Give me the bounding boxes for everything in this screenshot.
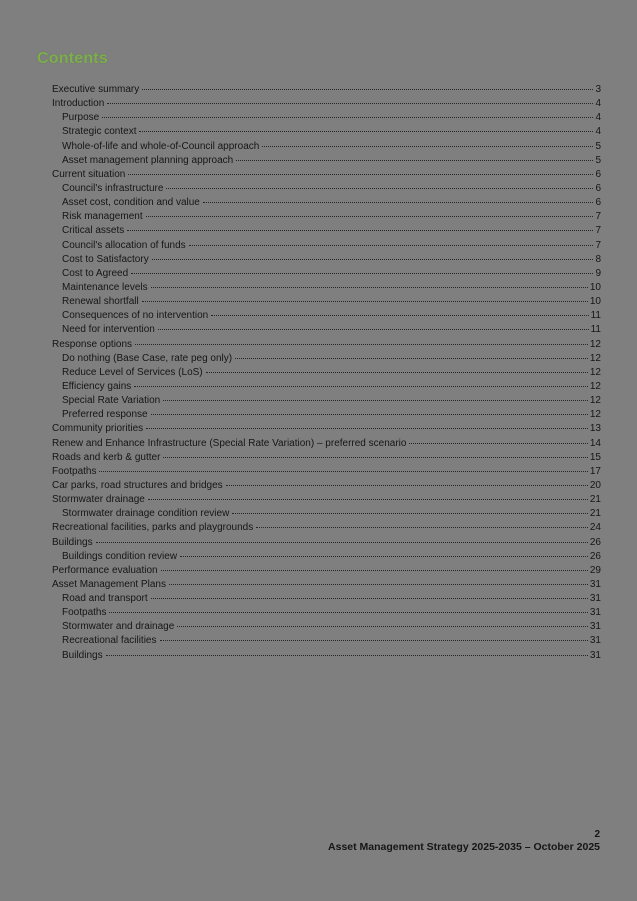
contents-heading: Contents [37,50,108,67]
toc-entry-label: Roads and kerb & gutter [52,451,161,463]
toc-entry-label: Response options [52,338,133,350]
toc-entry-page-number: 14 [589,437,601,449]
toc-entry-label: Road and transport [62,593,148,605]
toc-entry-page-number: 31 [589,621,601,633]
toc-entry-label: Critical assets [62,225,125,237]
toc-entry-label: Stormwater and drainage [62,621,175,633]
toc-entry-page-number: 20 [589,479,601,491]
toc-entry[interactable] [52,154,601,168]
toc-entry-label: Recreational facilities, parks and playgrounds [52,522,254,534]
toc-entry[interactable] [52,620,601,634]
toc-entry-page-number: 6 [595,168,601,180]
toc-entry[interactable] [52,111,601,125]
toc-entry-page-number: 31 [589,635,601,647]
toc-leader-dots [139,131,593,132]
toc-leader-dots [135,344,588,345]
toc-entry[interactable] [52,649,601,663]
toc-entry[interactable] [52,295,601,309]
toc-entry-page-number: 11 [590,310,601,322]
toc-entry-page-number: 7 [595,239,601,251]
toc-entry[interactable] [52,465,601,479]
toc-entry-page-number: 7 [595,225,601,237]
toc-entry-page-number: 31 [589,607,601,619]
toc-leader-dots [163,400,588,401]
toc-leader-dots [158,329,589,330]
toc-entry-page-number: 31 [589,578,601,590]
toc-entry-page-number: 4 [595,126,601,138]
toc-leader-dots [128,174,593,175]
toc-entry[interactable] [52,422,601,436]
toc-entry-label: Strategic context [62,126,137,138]
toc-entry[interactable] [52,578,601,592]
toc-entry-label: Cost to Agreed [62,267,129,279]
toc-entry[interactable] [52,338,601,352]
toc-leader-dots [99,471,587,472]
toc-entry-label: Stormwater drainage condition review [62,508,230,520]
toc-leader-dots [262,146,593,147]
toc-leader-dots [180,556,588,557]
toc-entry[interactable] [52,239,601,253]
toc-entry[interactable] [52,493,601,507]
toc-entry-label: Need for intervention [62,324,155,336]
toc-entry-label: Buildings [62,649,103,661]
page-number: 2 [594,829,600,840]
toc-entry[interactable] [52,253,601,267]
toc-entry[interactable] [52,564,601,578]
toc-entry-label: Special Rate Variation [62,395,161,407]
toc-leader-dots [107,103,593,104]
toc-leader-dots [109,612,587,613]
toc-entry-label: Whole-of-life and whole-of-Council approach [62,140,260,152]
footer-document-title: Asset Management Strategy 2025-2035 – October 2025 [328,841,600,853]
table-of-contents [52,83,601,663]
toc-entry-page-number: 12 [589,409,601,421]
toc-leader-dots [102,117,593,118]
toc-entry-page-number: 12 [589,366,601,378]
toc-entry-page-number: 26 [589,550,601,562]
toc-leader-dots [161,570,588,571]
toc-leader-dots [256,527,588,528]
toc-leader-dots [127,230,593,231]
toc-entry-page-number: 21 [589,494,601,506]
toc-leader-dots [206,372,588,373]
toc-entry-page-number: 31 [589,649,601,661]
toc-entry-label: Maintenance levels [62,281,148,293]
toc-entry[interactable] [52,380,601,394]
toc-entry-label: Risk management [62,211,143,223]
toc-entry-page-number: 5 [595,140,601,152]
toc-entry-page-number: 11 [590,324,601,336]
toc-entry-label: Purpose [62,112,100,124]
toc-leader-dots [151,287,588,288]
toc-entry-page-number: 6 [595,182,601,194]
toc-leader-dots [134,386,588,387]
toc-leader-dots [235,358,588,359]
toc-entry-label: Renewal shortfall [62,296,139,308]
toc-entry-label: Buildings [52,536,93,548]
toc-leader-dots [151,598,588,599]
toc-entry-label: Footpaths [52,465,97,477]
toc-entry-label: Do nothing (Base Case, rate peg only) [62,352,233,364]
toc-entry[interactable] [52,606,601,620]
toc-leader-dots [236,160,593,161]
toc-leader-dots [160,640,588,641]
toc-leader-dots [146,428,588,429]
toc-entry[interactable] [52,352,601,366]
toc-entry[interactable] [52,408,601,422]
toc-entry-page-number: 4 [595,98,601,110]
toc-entry-label: Footpaths [62,607,107,619]
toc-entry-page-number: 4 [595,112,601,124]
toc-entry[interactable] [52,451,601,465]
toc-entry-page-number: 10 [589,296,601,308]
toc-entry-label: Stormwater drainage [52,494,145,506]
toc-leader-dots [131,273,593,274]
toc-entry[interactable] [52,394,601,408]
toc-entry-page-number: 29 [589,564,601,576]
toc-entry-page-number: 26 [589,536,601,548]
toc-entry-label: Buildings condition review [62,550,178,562]
toc-entry-label: Preferred response [62,409,148,421]
toc-entry-page-number: 31 [589,593,601,605]
toc-entry-page-number: 12 [589,380,601,392]
toc-entry-label: Cost to Satisfactory [62,253,149,265]
toc-leader-dots [169,584,588,585]
toc-entry-label: Asset Management Plans [52,578,166,590]
toc-entry-page-number: 3 [595,84,601,95]
toc-leader-dots [96,542,588,543]
toc-entry-page-number: 12 [589,338,601,350]
toc-entry-page-number: 15 [589,451,601,463]
toc-entry[interactable] [52,224,601,238]
toc-entry[interactable] [52,479,601,493]
toc-leader-dots [148,499,588,500]
toc-entry[interactable] [52,437,601,451]
toc-entry-label: Consequences of no intervention [62,310,209,322]
toc-entry[interactable] [52,366,601,380]
toc-entry-page-number: 6 [595,197,601,209]
toc-entry[interactable] [52,536,601,550]
toc-leader-dots [177,626,588,627]
toc-entry-page-number: 12 [589,395,601,407]
toc-entry-label: Reduce Level of Services (LoS) [62,366,203,378]
toc-entry-label: Current situation [52,168,126,180]
toc-entry-label: Recreational facilities [62,635,157,647]
toc-entry-page-number: 17 [589,465,601,477]
toc-entry-label: Executive summary [52,84,140,95]
toc-leader-dots [146,216,594,217]
toc-leader-dots [232,513,588,514]
toc-entry-label: Car parks, road structures and bridges [52,479,223,491]
toc-entry-label: Community priorities [52,423,144,435]
toc-entry[interactable] [52,196,601,210]
toc-leader-dots [142,89,593,90]
toc-leader-dots [409,443,587,444]
toc-entry[interactable] [52,83,601,97]
toc-entry-label: Asset management planning approach [62,154,234,166]
toc-entry-page-number: 9 [595,267,601,279]
toc-entry[interactable] [52,550,601,564]
toc-leader-dots [211,315,588,316]
toc-entry[interactable] [52,168,601,182]
toc-leader-dots [152,259,594,260]
toc-entry[interactable] [52,125,601,139]
toc-entry[interactable] [52,281,601,295]
toc-entry-page-number: 5 [595,154,601,166]
toc-entry-label: Council's infrastructure [62,182,164,194]
toc-entry[interactable] [52,97,601,111]
toc-entry-page-number: 24 [589,522,601,534]
toc-entry-label: Council's allocation of funds [62,239,186,251]
toc-entry-label: Introduction [52,98,105,110]
toc-leader-dots [166,188,593,189]
toc-entry-page-number: 21 [589,508,601,520]
toc-leader-dots [163,457,587,458]
toc-entry[interactable] [52,309,601,323]
toc-entry-page-number: 8 [595,253,601,265]
toc-entry-label: Asset cost, condition and value [62,197,200,209]
page-footer [328,829,600,853]
toc-entry-page-number: 10 [589,281,601,293]
toc-entry[interactable] [52,140,601,154]
toc-leader-dots [189,245,594,246]
toc-entry[interactable] [52,507,601,521]
toc-leader-dots [226,485,588,486]
toc-entry[interactable] [52,323,601,337]
toc-entry[interactable] [52,521,601,535]
toc-entry-label: Performance evaluation [52,564,158,576]
toc-entry[interactable] [52,182,601,196]
toc-entry[interactable] [52,210,601,224]
toc-entry[interactable] [52,267,601,281]
toc-entry-page-number: 13 [589,423,601,435]
toc-entry[interactable] [52,634,601,648]
toc-entry-label: Renew and Enhance Infrastructure (Special Rate Variation) – preferred scenario [52,437,407,449]
toc-leader-dots [106,655,588,656]
toc-entry-page-number: 12 [589,352,601,364]
toc-leader-dots [151,414,588,415]
toc-leader-dots [142,301,588,302]
toc-entry-label: Efficiency gains [62,380,132,392]
toc-leader-dots [203,202,594,203]
toc-entry-page-number: 7 [595,211,601,223]
toc-entry[interactable] [52,592,601,606]
